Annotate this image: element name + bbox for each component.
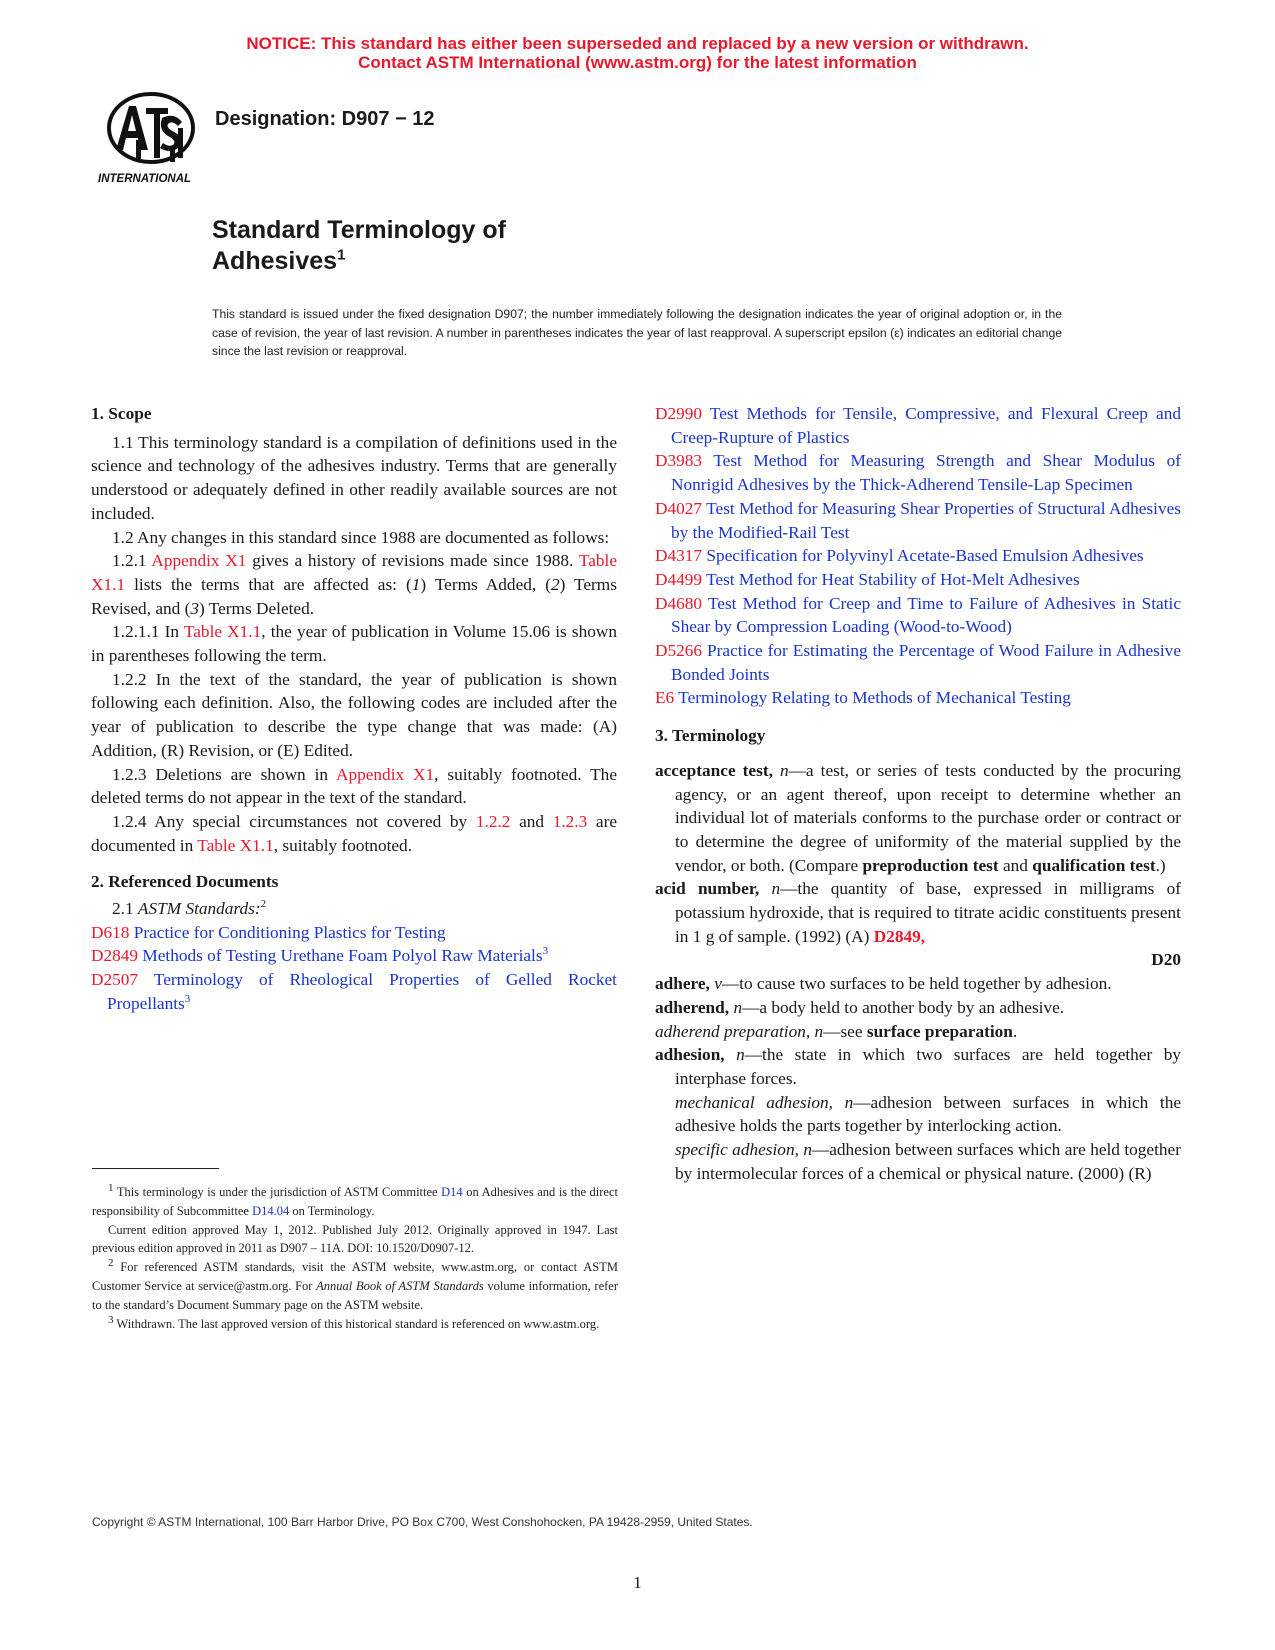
appendix-x1-link[interactable]: Appendix X1 (151, 551, 247, 571)
issued-note: This standard is issued under the fixed designation D907; the number immediately following the designation indicates the year of original adoption or, in the case of revision, the year of last revision. A number in parentheses indicates the year of last reapproval. A superscript epsilon (ε) indicates an editorial change since the last revision or reapproval. (212, 307, 1062, 358)
term-mechanical-adhesion: mechanical adhesion, n—adhesion between surfaces in which the adhesive holds the parts together by interlocking action. (675, 1092, 1182, 1136)
terminology-heading: 3. Terminology (655, 726, 766, 746)
term-adherend-preparation: adherend preparation, n—see surface preparation. (655, 1021, 1018, 1041)
table-x1-1-link[interactable]: Table X1.1 (197, 835, 274, 855)
ref-item[interactable]: D2849 Methods of Testing Urethane Foam Polyol Raw Materials$^3$ (91, 945, 549, 966)
term-acid-number: acid number, n—the quantity of base, expressed in milligrams of potassium hydroxide, that is required to titrate acidic constituents present in 1 g of sample. (1992) (A) D2849, D20 (655, 879, 1181, 970)
para-1-2-2: 1.2.2 In the text of the standard, the year of publication is shown following each definition. Also, the following codes are included after the year of publication to describe the type change that was made: (A) Addition, (R) Revision, or (E) Edited. (91, 669, 617, 760)
ref-item[interactable]: D4499 Test Method for Heat Stability of Hot-Melt Adhesives (655, 569, 1080, 589)
section-1-2-3-link[interactable]: 1.2.3 (552, 811, 588, 831)
svg-text:INTERNATIONAL: INTERNATIONAL (98, 173, 192, 185)
superseded-notice (0, 34, 1275, 72)
ref-item[interactable]: D3983 Test Method for Measuring Strength and Shear Modulus of Nonrigid Adhesives by the Thick-Adherend Tensile-Lap Specimen (655, 451, 1181, 495)
term-adhesion: adhesion, n—the state in which two surfaces are held together by interphase forces. (655, 1045, 1181, 1088)
para-1-2-1: 1.2.1 Appendix X1 gives a history of revisions made since 1988. Table X1.1 lists the terms that are affected as: (1) Terms Added, (2) Terms Revised, and (3) Terms Deleted. (91, 551, 617, 618)
footnote-divider (92, 1168, 219, 1169)
ref-item[interactable]: D2990 Test Methods for Tensile, Compressive, and Flexural Creep and Creep-Rupture of Plastics (655, 404, 1181, 447)
title-line-1: Standard Terminology of (212, 216, 506, 244)
d20-ref: D20 (1151, 950, 1181, 970)
scope-heading: 1. Scope (91, 404, 152, 423)
section-1-2-2-link[interactable]: 1.2.2 (475, 811, 511, 831)
document-title (212, 215, 506, 277)
term-acceptance-test: acceptance test, n—a test, or series of tests conducted by the procuring agency, or an agent thereof, upon receipt to determine whether an individual lot of materials conforms to the purchase order or contract or to determine the degree of uniformity of the material supplied by the vendor, or both. (Compare preproduction test and qualification test.) (655, 760, 1182, 875)
footnote-3: $^3$ Withdrawn. The last approved version of this historical standard is referenced on www.astm.org. (108, 1313, 600, 1331)
left-column (91, 402, 617, 1016)
ref-item[interactable]: E6 Terminology Relating to Methods of Mechanical Testing (655, 688, 1071, 708)
footnote-1-edition: Current edition approved May 1, 2012. Published July 2012. Originally approved in 1947. Last previous edition approved in 2011 as D907 – 11A. DOI: 10.1520/D0907-12. (92, 1222, 618, 1256)
astm-logo-icon (96, 88, 206, 188)
footnote-2: $^2$ For referenced ASTM standards, visit the ASTM website, www.astm.org, or contact ASTM Customer Service at service@astm.org. For Annual Book of ASTM Standards volume information, refer to the standard’s Document Summary page on the ASTM website. (92, 1257, 618, 1312)
table-x1-1-link[interactable]: Table X1.1 (91, 551, 617, 594)
ref-item[interactable]: D4680 Test Method for Creep and Time to Failure of Adhesives in Static Shear by Compression Loading (Wood-to-Wood) (655, 593, 1181, 637)
ref-item[interactable]: D4027 Test Method for Measuring Shear Properties of Structural Adhesives by the Modified-Rail Test (655, 498, 1181, 542)
term-specific-adhesion: specific adhesion, n—adhesion between surfaces which are held together by intermolecular forces of a chemical or physical nature. (2000) (R) (675, 1140, 1181, 1183)
refdocs-heading: 2. Referenced Documents (91, 872, 279, 892)
para-1-2-1-1: 1.2.1.1 In Table X1.1, the year of publication in Volume 15.06 is shown in parentheses following the term. (91, 622, 617, 666)
designation: Designation: D907 − 12 (215, 108, 435, 130)
ref-item[interactable]: D4317 Specification for Polyvinyl Acetate-Based Emulsion Adhesives (655, 546, 1144, 566)
ref-item[interactable]: D618 Practice for Conditioning Plastics for Testing (91, 922, 446, 942)
appendix-x1-link[interactable]: Appendix X1 (335, 764, 435, 784)
term-adhere: adhere, v—to cause two surfaces to be held together by adhesion. (655, 974, 1112, 994)
d2849-link[interactable]: D2849, (873, 926, 926, 946)
notice-line-2: Contact ASTM International (www.astm.org) for the latest information (358, 53, 917, 72)
para-1-2-4: 1.2.4 Any special circumstances not covered by 1.2.2 and 1.2.3 are documented in Table X1.1, suitably footnoted. (91, 811, 617, 855)
ref-item[interactable]: D5266 Practice for Estimating the Percentage of Wood Failure in Adhesive Bonded Joints (655, 641, 1181, 684)
page-number: 1 (633, 1573, 642, 1592)
title-line-2: Adhesives$^1$ (212, 246, 346, 275)
footnote-1: $^1$ This terminology is under the jurisdiction of ASTM Committee D14 on Adhesives and is the direct responsibility of Subcommittee D14.04 on Terminology. (92, 1181, 619, 1218)
notice-line-1: NOTICE: This standard has either been superseded and replaced by a new version or withdrawn. (246, 34, 1029, 53)
copyright: Copyright © ASTM International, 100 Barr Harbor Drive, PO Box C700, West Conshohocken, PA 19428-2959, United States. (92, 1515, 753, 1529)
para-1-2-3: 1.2.3 Deletions are shown in Appendix X1, suitably footnoted. The deleted terms do not appear in the text of the standard. (91, 764, 617, 808)
subcommittee-link[interactable]: D14.04 (252, 1203, 290, 1218)
committee-d14-link[interactable]: D14 (441, 1185, 463, 1199)
right-column (655, 402, 1181, 1186)
table-x1-1-link[interactable]: Table X1.1 (183, 622, 262, 642)
ref-item[interactable]: D2507 Terminology of Rheological Properties of Gelled Rocket Propellants$^3$ (91, 970, 617, 1013)
footnotes (92, 1183, 618, 1333)
para-1-2: 1.2 Any changes in this standard since 1988 are documented as follows: (112, 527, 610, 547)
term-adherend: adherend, n—a body held to another body by an adhesive. (655, 997, 1065, 1017)
para-1-1: 1.1 This terminology standard is a compilation of definitions used in the science and technology of the adhesives industry. Terms that are generally understood or adequately defined in other readily available sources are not included. (91, 432, 617, 523)
para-2-1: 2.1 ASTM Standards:$^2$ (112, 898, 267, 919)
